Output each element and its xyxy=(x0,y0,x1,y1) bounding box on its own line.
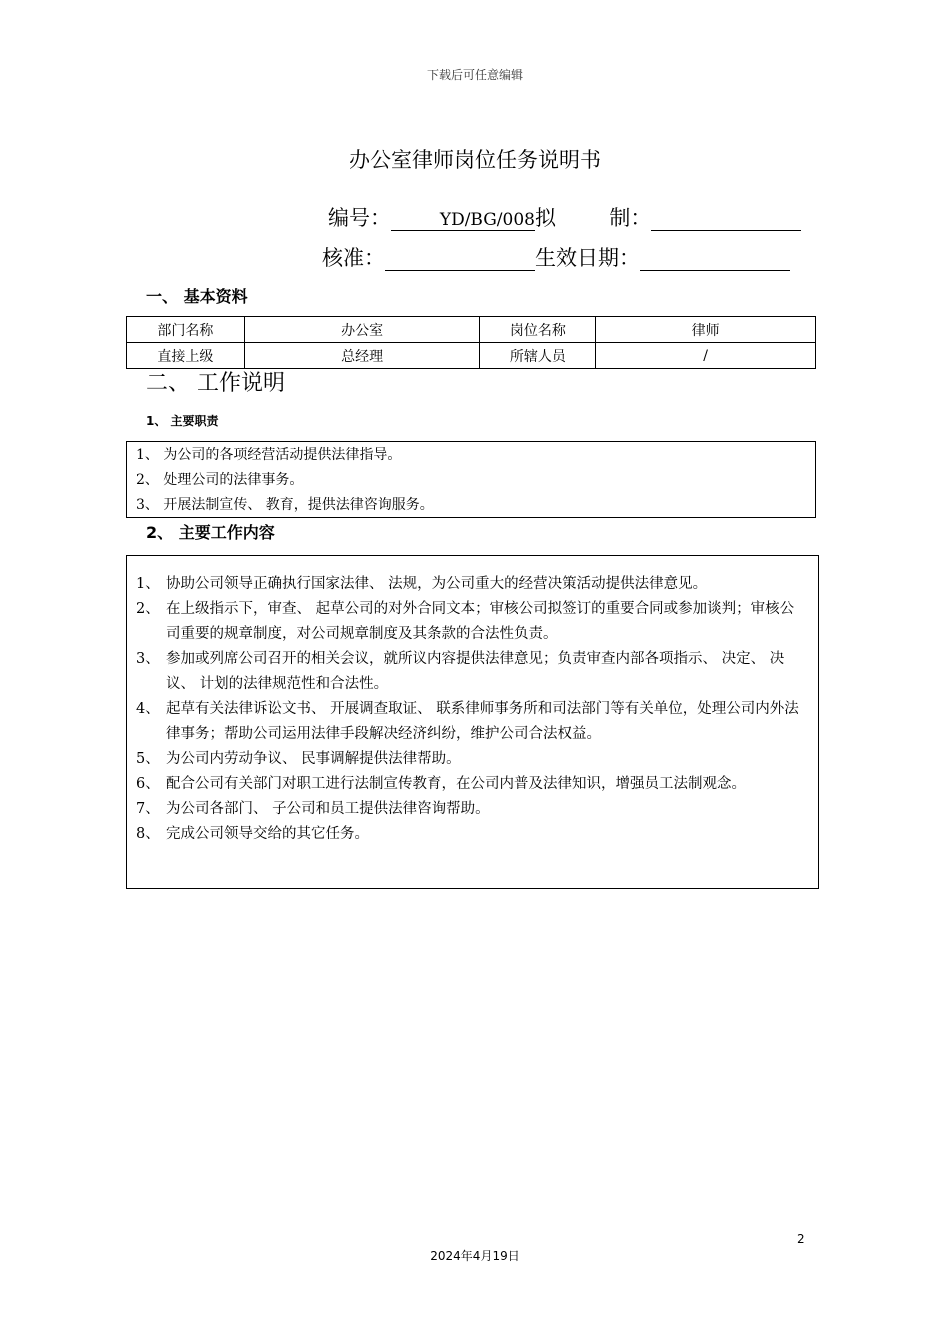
effective-label: 生效日期： xyxy=(535,246,640,270)
table-cell: 直接上级 xyxy=(127,343,245,369)
meta-row-number xyxy=(328,202,801,232)
footer-date: 2024年4月19日 xyxy=(430,1249,520,1263)
meta-row-approval xyxy=(322,242,790,272)
list-item: 3、 开展法制宣传、 教育，提供法律咨询服务。 xyxy=(136,497,434,513)
table-cell: 律师 xyxy=(596,317,816,343)
effective-value xyxy=(640,246,790,271)
approved-label: 核准： xyxy=(322,246,385,270)
number-value: YD/BG/008 xyxy=(391,210,535,231)
table-row xyxy=(127,317,816,343)
page-number: 2 xyxy=(797,1232,805,1246)
basic-info-table xyxy=(126,316,816,369)
table-cell: 办公室 xyxy=(244,317,480,343)
list-item: 8、 完成公司领导交给的其它任务。 xyxy=(136,826,369,842)
list-item: 5、 为公司内劳动争议、 民事调解提供法律帮助。 xyxy=(136,751,461,767)
table-cell: 所辖人员 xyxy=(480,343,596,369)
drafted-value xyxy=(651,206,801,231)
approved-value xyxy=(385,246,535,271)
list-item: 3、 参加或列席公司召开的相关会议，就所议内容提供法律意见；负责审查内部各项指示、 决定、 决议、 计划的法律规范性和合法性。 xyxy=(136,651,785,692)
table-cell: / xyxy=(596,343,816,369)
section2-heading: 二、 工作说明 xyxy=(146,371,285,396)
table-cell: 岗位名称 xyxy=(480,317,596,343)
list-item: 2、 处理公司的法律事务。 xyxy=(136,472,304,488)
section1-heading: 一、 基本资料 xyxy=(146,287,248,306)
sub1-heading: 1、 主要职责 xyxy=(146,414,219,428)
list-item: 6、 配合公司有关部门对职工进行法制宣传教育，在公司内普及法律知识，增强员工法制观念。 xyxy=(136,776,746,792)
drafted-label-2: 制： xyxy=(609,206,652,230)
table-cell: 部门名称 xyxy=(127,317,245,343)
list-item: 4、 起草有关法律诉讼文书、 开展调查取证、 联系律师事务所和司法部门等有关单位，处理公司内外法律事务；帮助公司运用法律手段解决经济纠纷，维护公司合法权益。 xyxy=(136,701,799,742)
sub2-heading: 2、 主要工作内容 xyxy=(146,523,275,542)
number-label: 编号： xyxy=(328,206,391,230)
list-item: 2、 在上级指示下，审查、 起草公司的对外合同文本；审核公司拟签订的重要合同或参加谈判；审核公司重要的规章制度，对公司规章制度及其条款的合法性负责。 xyxy=(136,601,795,642)
table-cell: 总经理 xyxy=(244,343,480,369)
work-content-box xyxy=(126,555,819,889)
table-row xyxy=(127,343,816,369)
list-item: 1、 协助公司领导正确执行国家法律、 法规，为公司重大的经营决策活动提供法律意见。 xyxy=(136,576,708,592)
drafted-label: 拟 xyxy=(535,206,556,230)
document-title: 办公室律师岗位任务说明书 xyxy=(349,148,601,172)
responsibilities-box xyxy=(126,441,816,518)
list-item: 1、 为公司的各项经营活动提供法律指导。 xyxy=(136,447,402,463)
list-item: 7、 为公司各部门、 子公司和员工提供法律咨询帮助。 xyxy=(136,801,490,817)
header-note: 下载后可任意编辑 xyxy=(426,68,523,82)
